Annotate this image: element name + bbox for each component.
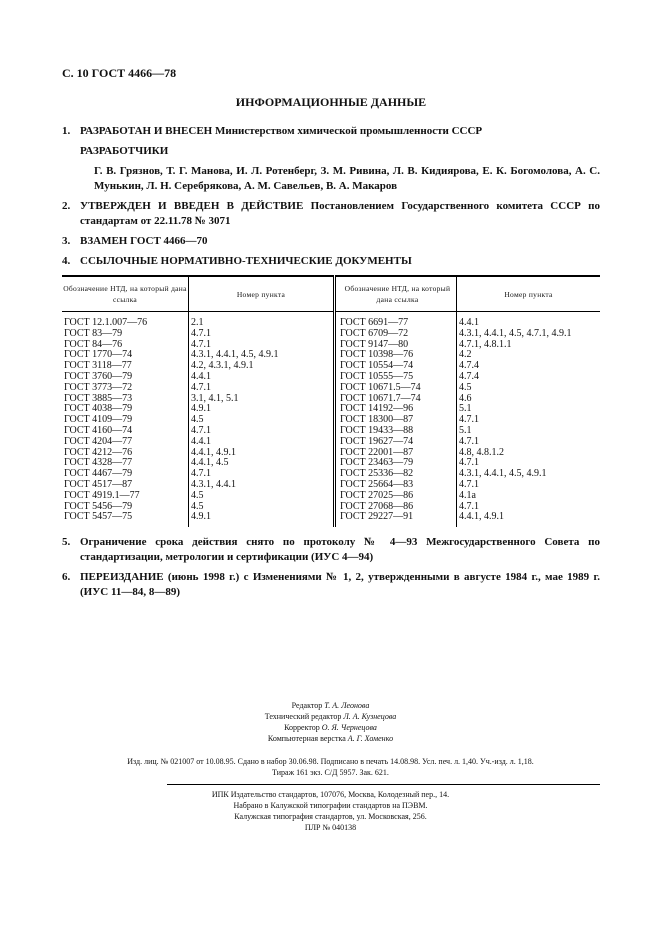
clause-number-cell: 4.7.1 (189, 469, 335, 480)
table-row (62, 329, 600, 340)
clause-number-cell: 4.4.1, 4.9.1 (457, 512, 601, 527)
clause-number-cell: 4.8, 4.8.1.2 (457, 448, 601, 459)
clause-number-cell: 4.3.1, 4.4.1, 4.5, 4.9.1 (189, 350, 335, 361)
page-header: С. 10 ГОСТ 4466—78 (62, 66, 177, 80)
standard-cell: ГОСТ 19433—88 (340, 425, 414, 436)
standard-cell: ГОСТ 6709—72 (340, 328, 409, 339)
clause-number-cell: 4.1а (457, 491, 601, 502)
table-row (62, 372, 600, 383)
publisher-line: ПЛР № 040138 (304, 823, 357, 833)
standard-cell: ГОСТ 6691—77 (340, 317, 409, 328)
clause-number-cell: 4.3.1, 4.4.1, 4.5, 4.7.1, 4.9.1 (457, 329, 601, 340)
clause-number-cell: 4.7.1 (457, 437, 601, 448)
item-lead: ВЗАМЕН ГОСТ 4466—70 (80, 235, 208, 247)
clause-number-cell: 4.7.4 (457, 361, 601, 372)
clause-number-cell: 4.2 (457, 350, 601, 361)
col-header: Обозначение НТД, на который дана ссылка (62, 276, 189, 312)
clause-number-cell: 4.3.1, 4.4.1 (189, 480, 335, 491)
standard-cell: ГОСТ 4517—87 (64, 479, 133, 490)
developers-list: Г. В. Грязнов, Т. Г. Манова, И. Л. Ротенберг, З. М. Ривина, Л. В. Кидиярова, Е. К. Богомолова, А. С. Мунькин, Л. Н. Серебрякова, А. М. Савельев, В. А. Макаров (94, 165, 600, 192)
clause-number-cell: 4.3.1, 4.4.1, 4.5, 4.9.1 (457, 469, 601, 480)
table-row (62, 312, 600, 329)
table-row (62, 502, 600, 513)
table-row (62, 437, 600, 448)
clause-number-cell: 4.4.1, 4.9.1 (189, 448, 335, 459)
table-row (62, 480, 600, 491)
clause-number-cell: 5.1 (457, 426, 601, 437)
table-row (62, 458, 600, 469)
clause-number-cell: 2.1 (189, 312, 335, 329)
credit-name: А. Г. Хоменко (347, 734, 394, 744)
credit-role: Компьютерная верстка (267, 734, 348, 744)
clause-number-cell: 4.7.1 (189, 340, 335, 351)
standard-cell: ГОСТ 25336—82 (340, 469, 414, 480)
credit-line (0, 733, 661, 744)
clause-number-cell: 4.4.1 (189, 372, 335, 383)
item-number: 1. (62, 125, 71, 137)
clause-number-cell: 4.6 (457, 394, 601, 405)
imprint (0, 756, 661, 778)
credit-name: О. Я. Чернецова (321, 723, 377, 733)
col-header: Номер пункта (457, 276, 601, 312)
table-row (62, 512, 600, 527)
credits (0, 700, 661, 744)
divider (167, 784, 600, 785)
table-row (62, 383, 600, 394)
standard-cell: ГОСТ 5456—79 (64, 501, 133, 512)
item-6 (62, 570, 600, 600)
standard-cell: ГОСТ 23463—79 (340, 458, 414, 469)
clause-number-cell: 4.2, 4.3.1, 4.9.1 (189, 361, 335, 372)
publisher-line: ИПК Издательство стандартов, 107076, Москва, Колодезный пер., 14. (211, 790, 450, 800)
clause-number-cell: 4.7.4 (457, 372, 601, 383)
clause-number-cell: 4.5 (189, 415, 335, 426)
clause-number-cell: 4.9.1 (189, 512, 335, 527)
standard-cell: ГОСТ 3760—79 (64, 371, 133, 382)
imprint-line: Тираж 161 экз. С/Д 5957. Зак. 621. (272, 768, 389, 778)
item-2 (62, 199, 600, 229)
table-row (62, 350, 600, 361)
standard-cell: ГОСТ 25664—83 (340, 479, 414, 490)
clause-number-cell: 4.4.1 (189, 437, 335, 448)
item-number: 6. (62, 571, 71, 584)
clause-number-cell: 4.4.1, 4.5 (189, 458, 335, 469)
standard-cell: ГОСТ 10398—76 (340, 350, 414, 361)
standard-cell: ГОСТ 4919.1—77 (64, 490, 140, 501)
clause-number-cell: 4.7.1 (189, 329, 335, 340)
item-number: 3. (62, 235, 71, 247)
credit-line (0, 722, 661, 733)
credit-role: Корректор (284, 723, 322, 733)
standard-cell: ГОСТ 3773—72 (64, 382, 133, 393)
publisher (0, 789, 661, 833)
item-3 (62, 234, 600, 249)
item-4 (62, 254, 600, 269)
item-text: Постановлением Государственного комитета СССР по стандартам от 22.11.78 № 3071 (80, 200, 600, 227)
table-row (62, 491, 600, 502)
clause-number-cell: 4.4.1 (457, 312, 601, 329)
table-row (62, 415, 600, 426)
item-text: Министерством химической промышленности СССР (212, 125, 483, 137)
item-lead: РАЗРАБОТАН И ВНЕСЕН (80, 125, 213, 137)
standard-cell: ГОСТ 4467—79 (64, 469, 133, 480)
credit-role: Редактор (291, 701, 325, 711)
standard-cell: ГОСТ 4109—79 (64, 415, 133, 426)
clause-number-cell: 3.1, 4.1, 5.1 (189, 394, 335, 405)
table-row (62, 340, 600, 351)
standard-cell: ГОСТ 4038—79 (64, 404, 133, 415)
standard-cell: ГОСТ 1770—74 (64, 350, 133, 361)
standard-cell: ГОСТ 4160—74 (64, 425, 133, 436)
item-lead: ПЕРЕИЗДАНИЕ (80, 571, 164, 584)
standard-cell: ГОСТ 10554—74 (340, 361, 414, 372)
item-text: Ограничение срока действия снято по протоколу № 4—93 Межгосударственного Совета по стандартизации, метрологии и сертификации (ИУС 4—94) (80, 536, 600, 564)
item-number: 4. (62, 255, 71, 267)
publisher-line: Набрано в Калужской типографии стандартов на ПЭВМ. (233, 801, 428, 811)
standard-cell: ГОСТ 10671.7—74 (340, 393, 421, 404)
col-header: Обозначение НТД, на который дана ссылка (335, 276, 457, 312)
col-header: Номер пункта (189, 276, 335, 312)
standard-cell: ГОСТ 84—76 (64, 339, 123, 350)
standard-cell: ГОСТ 4204—77 (64, 436, 133, 447)
standard-cell: ГОСТ 10555—75 (340, 371, 414, 382)
item-number: 2. (62, 200, 71, 212)
clause-number-cell: 4.5 (189, 502, 335, 513)
standard-cell: ГОСТ 19627—74 (340, 436, 414, 447)
credit-line (0, 700, 661, 711)
clause-number-cell: 4.7.1 (457, 502, 601, 513)
table-row (62, 404, 600, 415)
standard-cell: ГОСТ 18300—87 (340, 415, 414, 426)
clause-number-cell: 4.9.1 (189, 404, 335, 415)
clause-number-cell: 4.7.1, 4.8.1.1 (457, 340, 601, 351)
clause-number-cell: 5.1 (457, 404, 601, 415)
item-text: (июнь 1998 г.) с Изменениями № 1, 2, утвержденными в августе 1984 г., мае 1989 г. (ИУС 11—84, 8—89) (80, 571, 600, 599)
publisher-line: Калужская типография стандартов, ул. Московская, 256. (234, 812, 427, 822)
developers-label: РАЗРАБОТЧИКИ (80, 145, 169, 157)
clause-number-cell: 4.7.1 (457, 415, 601, 426)
item-1 (62, 124, 600, 139)
table-row (62, 469, 600, 480)
standard-cell: ГОСТ 3885—73 (64, 393, 133, 404)
imprint-line: Изд. лиц. № 021007 от 10.08.95. Сдано в набор 30.06.98. Подписано в печать 14.08.98. Усл. печ. л. 1,40. Уч.-изд. л. 1,18. (127, 757, 534, 767)
table-row (62, 394, 600, 405)
standard-cell: ГОСТ 83—79 (64, 328, 123, 339)
standard-cell: ГОСТ 4212—76 (64, 447, 133, 458)
clause-number-cell: 4.7.1 (189, 383, 335, 394)
clause-number-cell: 4.7.1 (457, 458, 601, 469)
item-lead: ССЫЛОЧНЫЕ НОРМАТИВНО-ТЕХНИЧЕСКИЕ ДОКУМЕНТЫ (80, 255, 412, 267)
table-row (62, 426, 600, 437)
clause-number-cell: 4.5 (189, 491, 335, 502)
credit-line (0, 711, 661, 722)
clause-number-cell: 4.7.1 (457, 480, 601, 491)
clause-number-cell: 4.5 (457, 383, 601, 394)
table-row (62, 448, 600, 459)
table-row (62, 361, 600, 372)
standard-cell: ГОСТ 12.1.007—76 (64, 317, 148, 328)
credit-name: Т. А. Леонова (324, 701, 370, 711)
standard-cell: ГОСТ 14192—96 (340, 404, 414, 415)
standard-cell: ГОСТ 9147—80 (340, 339, 409, 350)
standard-cell: ГОСТ 22001—87 (340, 447, 414, 458)
item-lead: УТВЕРЖДЕН И ВВЕДЕН В ДЕЙСТВИЕ (80, 200, 304, 212)
credit-role: Технический редактор (264, 712, 344, 722)
item-number: 5. (62, 536, 71, 549)
standard-cell: ГОСТ 29227—91 (340, 512, 414, 523)
item-5 (62, 535, 600, 565)
standard-cell: ГОСТ 10671.5—74 (340, 382, 421, 393)
clause-number-cell: 4.7.1 (189, 426, 335, 437)
standard-cell: ГОСТ 5457—75 (64, 512, 133, 523)
page-title: ИНФОРМАЦИОННЫЕ ДАННЫЕ (235, 95, 427, 109)
credit-name: Л. А. Кузнецова (343, 712, 397, 722)
standard-cell: ГОСТ 27025—86 (340, 490, 414, 501)
standard-cell: ГОСТ 27068—86 (340, 501, 414, 512)
standard-cell: ГОСТ 3118—77 (64, 361, 132, 372)
standard-cell: ГОСТ 4328—77 (64, 458, 133, 469)
references-table (62, 275, 600, 527)
